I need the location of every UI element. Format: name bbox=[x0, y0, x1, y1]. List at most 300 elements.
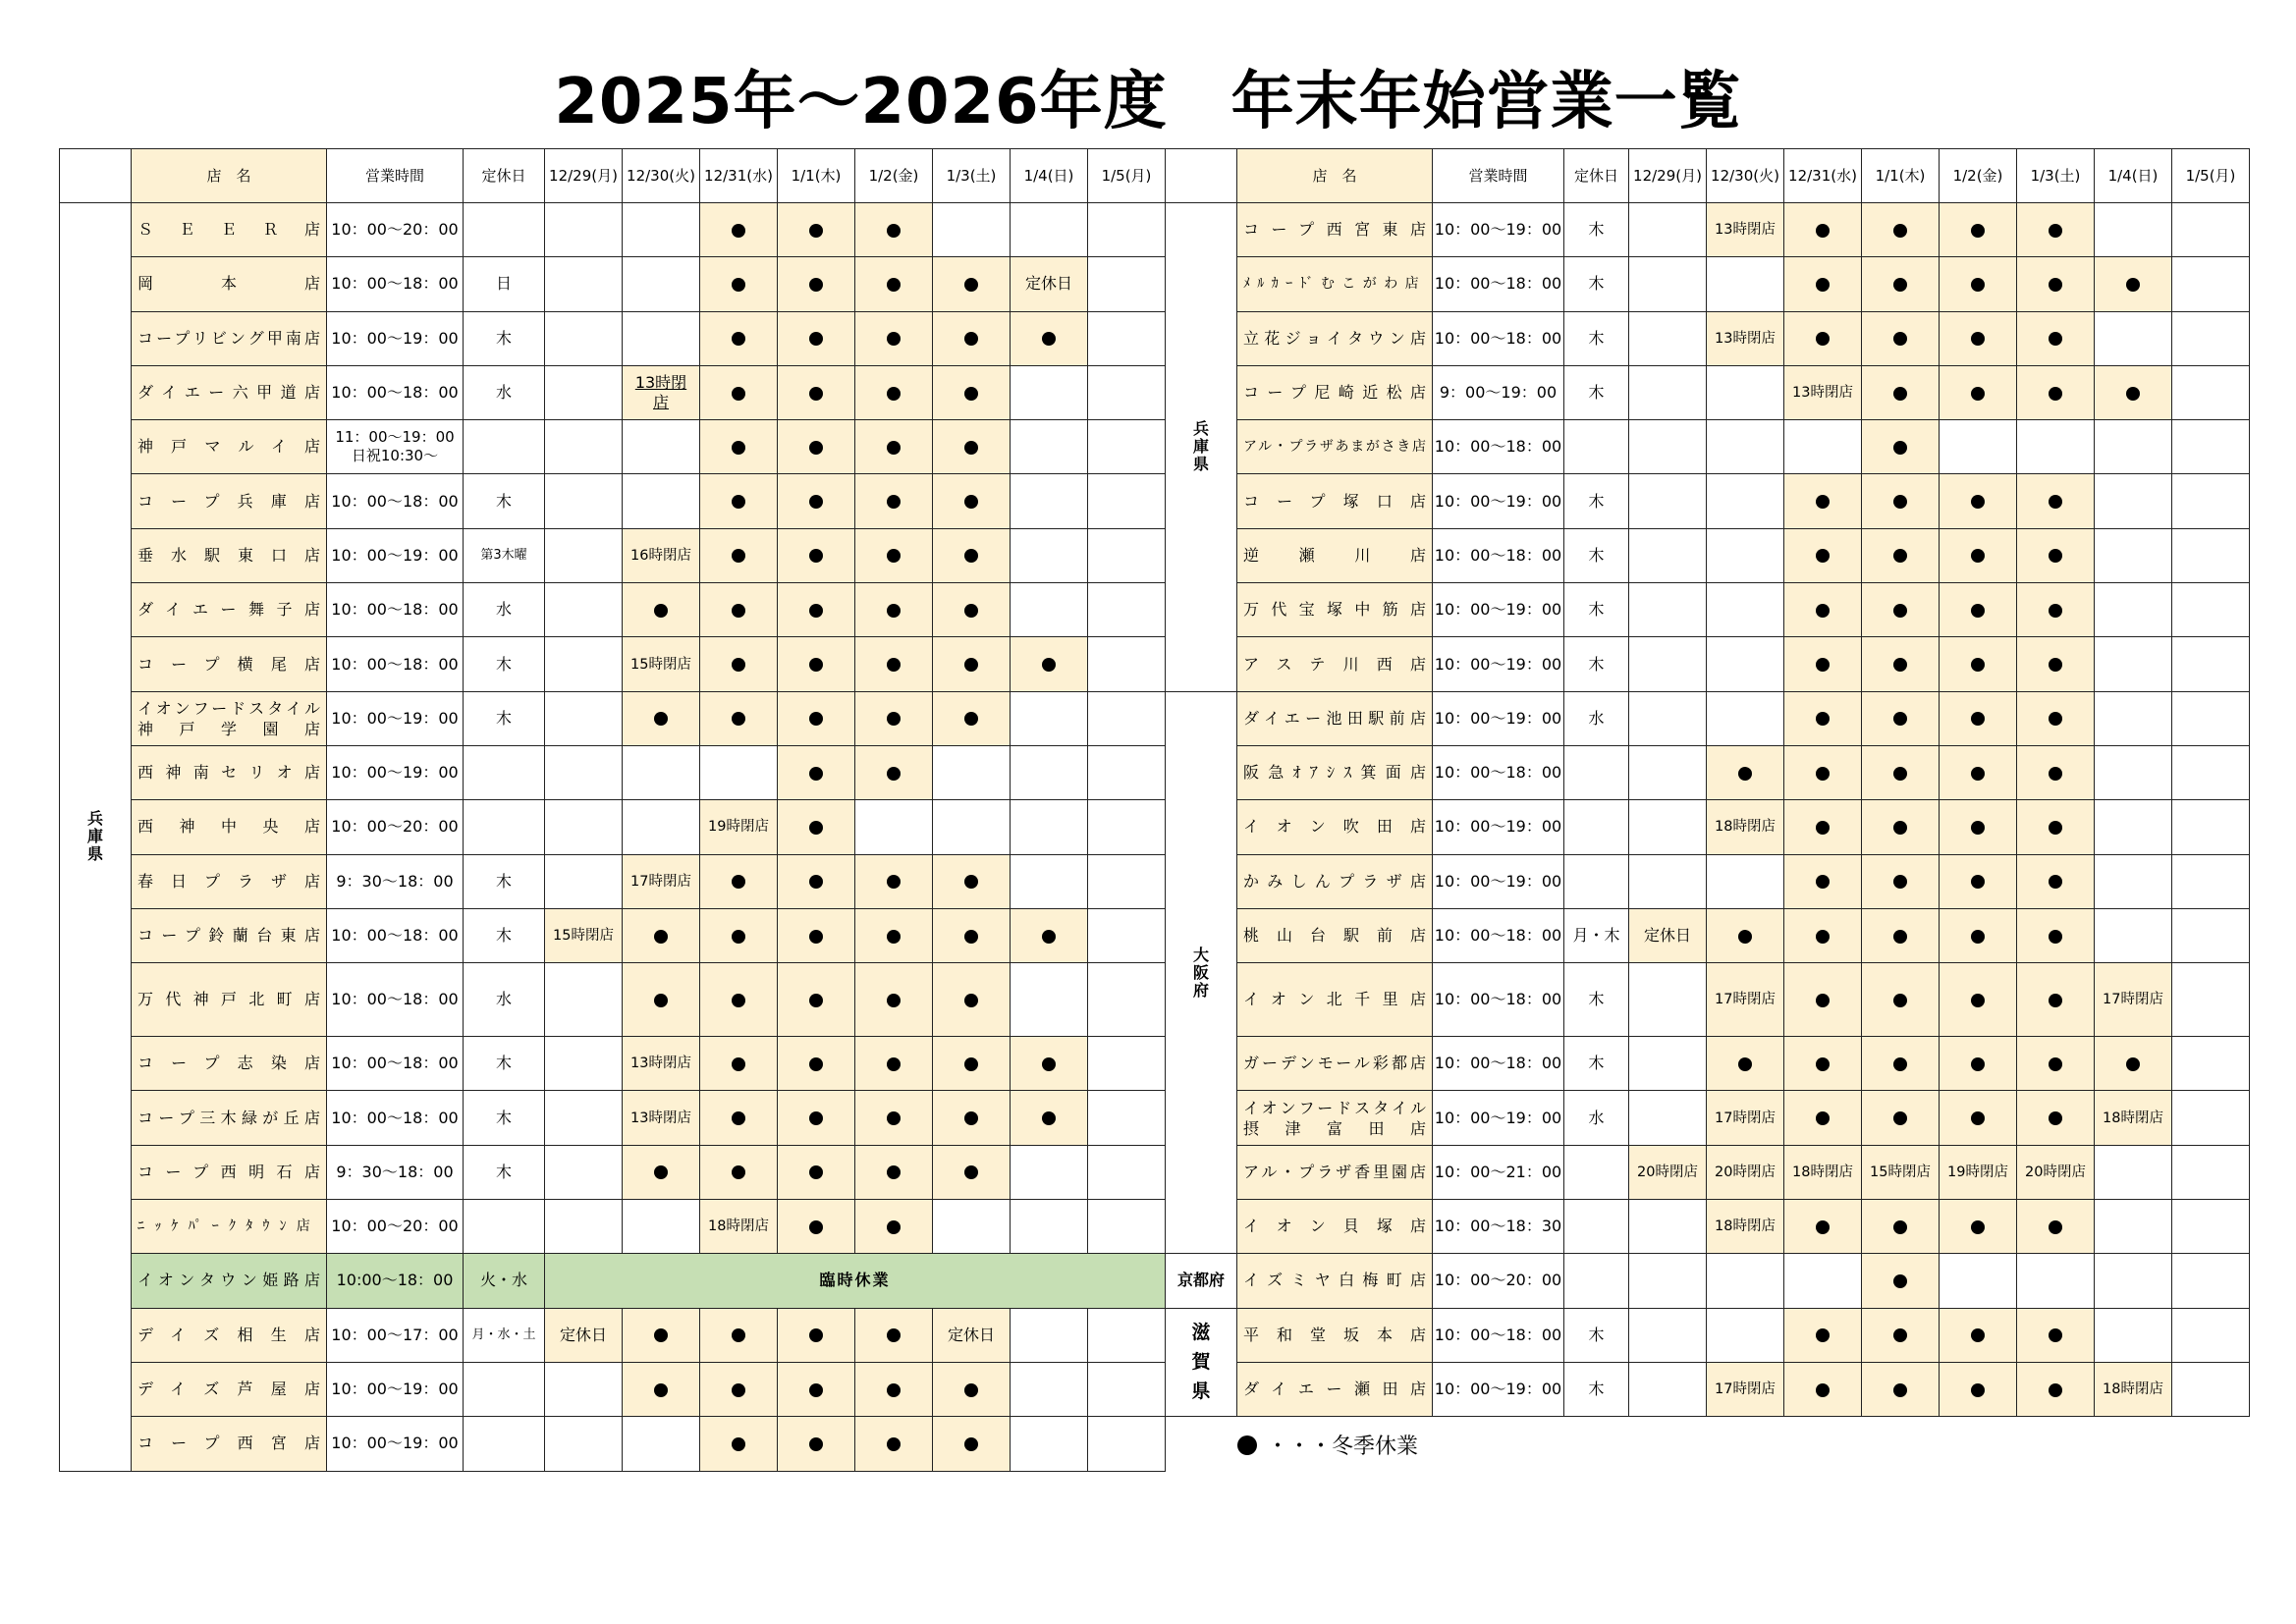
day-cell bbox=[1707, 474, 1784, 528]
holiday-dot bbox=[1862, 528, 1940, 582]
dot-icon bbox=[2049, 658, 2062, 672]
store-name: 西神中央店 bbox=[132, 800, 327, 854]
dot-icon bbox=[1816, 604, 1830, 618]
dot-icon bbox=[887, 658, 901, 672]
dot-icon bbox=[1971, 712, 1985, 726]
dot-icon bbox=[964, 994, 978, 1007]
holiday-dot bbox=[623, 1145, 700, 1199]
dot-icon bbox=[1816, 821, 1830, 835]
store-row bbox=[60, 800, 1166, 854]
holiday-dot bbox=[1940, 691, 2017, 745]
holiday-dot bbox=[933, 1417, 1011, 1471]
holiday-dot bbox=[855, 1200, 933, 1254]
store-name: コープ志染店 bbox=[132, 1037, 327, 1091]
holiday-dot bbox=[1940, 963, 2017, 1037]
store-row bbox=[1166, 908, 2250, 962]
day-cell bbox=[1011, 1145, 1088, 1199]
dot-icon bbox=[1816, 1383, 1830, 1397]
closed-day: 木 bbox=[1564, 1308, 1629, 1362]
dot-icon bbox=[732, 712, 745, 726]
holiday-dot bbox=[1862, 854, 1940, 908]
note-cell: 15時閉店 bbox=[623, 637, 700, 691]
legend-text: ・・・冬季休業 bbox=[1267, 1435, 1419, 1459]
dot-icon bbox=[1893, 821, 1907, 835]
dot-icon bbox=[654, 1383, 668, 1397]
dot-icon bbox=[809, 495, 823, 509]
dot-icon bbox=[809, 332, 823, 346]
closed-day bbox=[1564, 1200, 1629, 1254]
store-row bbox=[1166, 311, 2250, 365]
holiday-dot bbox=[1940, 1091, 2017, 1145]
store-hours: 10：00～20：00 bbox=[327, 203, 464, 257]
closed-day: 木 bbox=[1564, 365, 1629, 419]
dot-icon bbox=[1816, 549, 1830, 563]
day-cell bbox=[2017, 420, 2095, 474]
dot-icon bbox=[654, 604, 668, 618]
day-cell bbox=[1011, 691, 1088, 745]
store-name: コープ西宮店 bbox=[132, 1417, 327, 1471]
dot-icon bbox=[1816, 994, 1830, 1007]
store-name: デイズ芦屋店 bbox=[132, 1362, 327, 1416]
header-cell: 1/5(月) bbox=[2172, 149, 2250, 203]
dot-icon bbox=[654, 712, 668, 726]
page-title: 2025年～2026年度 年末年始営業一覧 bbox=[554, 66, 1742, 138]
holiday-dot bbox=[623, 583, 700, 637]
day-cell bbox=[1088, 420, 1166, 474]
day-cell bbox=[2172, 257, 2250, 311]
dot-icon bbox=[2049, 278, 2062, 292]
holiday-dot bbox=[933, 583, 1011, 637]
dot-icon bbox=[732, 278, 745, 292]
dot-icon bbox=[964, 604, 978, 618]
holiday-dot bbox=[1784, 637, 1862, 691]
day-cell bbox=[1629, 800, 1707, 854]
prefecture-label: 滋 賀 県 bbox=[1166, 1308, 1237, 1417]
closed-day: 木 bbox=[1564, 1037, 1629, 1091]
dot-icon bbox=[964, 387, 978, 401]
closed-day: 水 bbox=[464, 583, 545, 637]
dot-icon bbox=[2049, 604, 2062, 618]
store-name: ダイエー舞子店 bbox=[132, 583, 327, 637]
day-cell bbox=[1629, 637, 1707, 691]
dot-icon bbox=[1971, 549, 1985, 563]
holiday-dot bbox=[700, 854, 778, 908]
dot-icon bbox=[1816, 1220, 1830, 1234]
holiday-dot bbox=[1862, 908, 1940, 962]
day-cell bbox=[2172, 1308, 2250, 1362]
dot-icon bbox=[809, 441, 823, 455]
dot-icon bbox=[1893, 1111, 1907, 1125]
note-cell: 13時閉店 bbox=[623, 1037, 700, 1091]
day-cell bbox=[2172, 474, 2250, 528]
day-cell bbox=[2095, 1254, 2172, 1308]
store-row bbox=[1166, 1200, 2250, 1254]
store-name: 垂水駅東口店 bbox=[132, 528, 327, 582]
day-cell bbox=[1629, 1362, 1707, 1416]
header-pref-cell bbox=[60, 149, 132, 203]
store-name: ダイエー六甲道店 bbox=[132, 365, 327, 419]
dot-icon bbox=[1893, 930, 1907, 944]
dot-icon bbox=[887, 1437, 901, 1451]
header-cell: 1/2(金) bbox=[1940, 149, 2017, 203]
holiday-dot bbox=[700, 963, 778, 1037]
store-name: 春日プラザ店 bbox=[132, 854, 327, 908]
holiday-dot bbox=[1862, 203, 1940, 257]
day-cell bbox=[1088, 637, 1166, 691]
store-name: ダイエー池田駅前店 bbox=[1237, 691, 1433, 745]
day-cell bbox=[2172, 854, 2250, 908]
day-cell bbox=[1707, 420, 1784, 474]
dot-icon bbox=[732, 1437, 745, 1451]
holiday-dot bbox=[700, 1417, 778, 1471]
closed-day: 水 bbox=[464, 963, 545, 1037]
day-cell bbox=[2095, 583, 2172, 637]
store-row bbox=[60, 854, 1166, 908]
note-cell: 17時閉店 bbox=[623, 854, 700, 908]
store-row bbox=[60, 365, 1166, 419]
day-cell bbox=[1784, 1254, 1862, 1308]
day-cell bbox=[1088, 1091, 1166, 1145]
dot-icon bbox=[809, 658, 823, 672]
day-cell bbox=[1088, 311, 1166, 365]
day-cell bbox=[545, 854, 623, 908]
closed-day: 水 bbox=[464, 365, 545, 419]
day-cell bbox=[545, 1362, 623, 1416]
holiday-dot bbox=[855, 1091, 933, 1145]
holiday-dot bbox=[1862, 963, 1940, 1037]
day-cell bbox=[1629, 583, 1707, 637]
holiday-dot bbox=[855, 1308, 933, 1362]
store-name: コープ塚口店 bbox=[1237, 474, 1433, 528]
holiday-dot bbox=[1940, 1362, 2017, 1416]
note-cell: 18時閉店 bbox=[1707, 800, 1784, 854]
day-cell bbox=[2172, 1362, 2250, 1416]
holiday-dot bbox=[778, 1145, 855, 1199]
note-cell: 16時閉店 bbox=[623, 528, 700, 582]
dot-icon bbox=[732, 332, 745, 346]
closed-day bbox=[464, 800, 545, 854]
store-row bbox=[60, 963, 1166, 1037]
day-cell bbox=[2172, 1091, 2250, 1145]
closed-day: 木 bbox=[464, 474, 545, 528]
store-hours: 10：00～19：00 bbox=[1433, 854, 1564, 908]
right-schedule-table bbox=[1165, 148, 2250, 1417]
day-cell bbox=[1088, 257, 1166, 311]
holiday-dot bbox=[778, 908, 855, 962]
holiday-dot bbox=[933, 691, 1011, 745]
holiday-dot bbox=[1862, 745, 1940, 799]
closed-day bbox=[1564, 420, 1629, 474]
store-hours: 10：00～18：00 bbox=[327, 963, 464, 1037]
store-hours: 10：00～18：00 bbox=[327, 474, 464, 528]
day-cell bbox=[1011, 854, 1088, 908]
dot-icon bbox=[964, 549, 978, 563]
day-cell bbox=[2172, 420, 2250, 474]
dot-icon bbox=[732, 1328, 745, 1342]
store-name: 岡本店 bbox=[132, 257, 327, 311]
dot-icon bbox=[964, 930, 978, 944]
store-hours: 10：00～18：00 bbox=[1433, 1037, 1564, 1091]
dot-icon bbox=[1971, 821, 1985, 835]
dot-icon bbox=[2049, 930, 2062, 944]
holiday-dot bbox=[778, 637, 855, 691]
holiday-dot bbox=[855, 311, 933, 365]
store-name: コープ三木緑が丘店 bbox=[132, 1091, 327, 1145]
holiday-dot bbox=[2017, 474, 2095, 528]
holiday-dot bbox=[1862, 474, 1940, 528]
header-cell: 1/1(木) bbox=[778, 149, 855, 203]
dot-icon bbox=[1971, 278, 1985, 292]
day-cell bbox=[623, 420, 700, 474]
holiday-dot bbox=[1862, 583, 1940, 637]
note-cell: 13時閉店 bbox=[623, 1091, 700, 1145]
store-name: イオンフードスタイル 摂津富田店 bbox=[1237, 1091, 1433, 1145]
note-cell: 定休日 bbox=[1629, 908, 1707, 962]
store-name: 西神南セリオ店 bbox=[132, 745, 327, 799]
holiday-dot bbox=[778, 691, 855, 745]
holiday-dot bbox=[1862, 1254, 1940, 1308]
dot-icon bbox=[1971, 994, 1985, 1007]
holiday-dot bbox=[1011, 908, 1088, 962]
store-row bbox=[60, 1254, 1166, 1308]
store-name: イオンフードスタイル 神戸学園店 bbox=[132, 691, 327, 745]
left-schedule-table bbox=[59, 148, 1166, 1472]
dot-icon bbox=[1816, 1111, 1830, 1125]
day-cell bbox=[545, 800, 623, 854]
store-row bbox=[1166, 583, 2250, 637]
day-cell bbox=[2172, 311, 2250, 365]
holiday-dot bbox=[933, 528, 1011, 582]
store-row bbox=[1166, 528, 2250, 582]
closed-day bbox=[464, 1417, 545, 1471]
dot-icon bbox=[1971, 224, 1985, 238]
store-hours: 10：00～18：00 bbox=[327, 583, 464, 637]
store-name: コープ鈴蘭台東店 bbox=[132, 908, 327, 962]
day-cell bbox=[1088, 1145, 1166, 1199]
day-cell bbox=[1088, 1308, 1166, 1362]
store-row bbox=[1166, 1362, 2250, 1416]
day-cell bbox=[545, 637, 623, 691]
closed-day: 月・水・土 bbox=[464, 1308, 545, 1362]
dot-icon bbox=[887, 224, 901, 238]
day-cell bbox=[2095, 691, 2172, 745]
store-hours: 10：00～20：00 bbox=[327, 1200, 464, 1254]
holiday-dot bbox=[1784, 203, 1862, 257]
dot-icon bbox=[887, 278, 901, 292]
closed-day: 水 bbox=[1564, 1091, 1629, 1145]
dot-icon bbox=[1893, 604, 1907, 618]
store-name: 逆瀬川店 bbox=[1237, 528, 1433, 582]
holiday-dot bbox=[700, 1037, 778, 1091]
closed-day: 木 bbox=[464, 637, 545, 691]
day-cell bbox=[2095, 800, 2172, 854]
closed-day bbox=[1564, 854, 1629, 908]
holiday-dot bbox=[1707, 745, 1784, 799]
dot-icon bbox=[809, 224, 823, 238]
holiday-dot bbox=[1940, 854, 2017, 908]
holiday-dot bbox=[1011, 1037, 1088, 1091]
holiday-dot bbox=[1862, 365, 1940, 419]
dot-icon bbox=[2049, 1328, 2062, 1342]
store-hours: 10：00～17：00 bbox=[327, 1308, 464, 1362]
store-row bbox=[60, 908, 1166, 962]
dot-icon bbox=[964, 658, 978, 672]
legend-dot-icon bbox=[1237, 1435, 1257, 1455]
dot-icon bbox=[1816, 495, 1830, 509]
day-cell bbox=[1088, 583, 1166, 637]
store-hours: 10：00～19：00 bbox=[327, 1362, 464, 1416]
dot-icon bbox=[964, 278, 978, 292]
note-cell: 17時閉店 bbox=[2095, 963, 2172, 1037]
closed-day: 木 bbox=[1564, 257, 1629, 311]
day-cell bbox=[545, 1417, 623, 1471]
dot-icon bbox=[887, 604, 901, 618]
holiday-dot bbox=[700, 257, 778, 311]
header-cell: 12/29(月) bbox=[545, 149, 623, 203]
note-cell: 17時閉店 bbox=[1707, 963, 1784, 1037]
day-cell bbox=[623, 1417, 700, 1471]
holiday-dot bbox=[2095, 365, 2172, 419]
store-name: ダイエー瀬田店 bbox=[1237, 1362, 1433, 1416]
holiday-dot bbox=[1940, 745, 2017, 799]
holiday-dot bbox=[1940, 365, 2017, 419]
store-row bbox=[1166, 257, 2250, 311]
dot-icon bbox=[1971, 1328, 1985, 1342]
dot-icon bbox=[809, 387, 823, 401]
holiday-dot bbox=[2017, 691, 2095, 745]
holiday-dot bbox=[700, 420, 778, 474]
note-cell: 19時閉店 bbox=[700, 800, 778, 854]
dot-icon bbox=[2049, 994, 2062, 1007]
dot-icon bbox=[887, 495, 901, 509]
day-cell bbox=[1011, 528, 1088, 582]
store-name: コープ尼崎近松店 bbox=[1237, 365, 1433, 419]
day-cell bbox=[545, 257, 623, 311]
dot-icon bbox=[1893, 441, 1907, 455]
day-cell bbox=[1088, 203, 1166, 257]
closed-day: 木 bbox=[1564, 637, 1629, 691]
day-cell bbox=[545, 528, 623, 582]
day-cell bbox=[2095, 854, 2172, 908]
holiday-dot bbox=[2095, 257, 2172, 311]
holiday-dot bbox=[1784, 1308, 1862, 1362]
store-name: ＳＥＥＲ店 bbox=[132, 203, 327, 257]
holiday-dot bbox=[2017, 854, 2095, 908]
holiday-dot bbox=[1011, 1091, 1088, 1145]
day-cell bbox=[2095, 908, 2172, 962]
day-cell bbox=[2172, 745, 2250, 799]
holiday-dot bbox=[778, 1091, 855, 1145]
holiday-dot bbox=[855, 908, 933, 962]
dot-icon bbox=[964, 1437, 978, 1451]
store-hours: 10：00～19：00 bbox=[1433, 637, 1564, 691]
day-cell bbox=[545, 474, 623, 528]
dot-icon bbox=[887, 1328, 901, 1342]
store-hours: 10：00～18：00 bbox=[327, 365, 464, 419]
holiday-dot bbox=[1784, 854, 1862, 908]
dot-icon bbox=[1893, 549, 1907, 563]
header-cell: 店 名 bbox=[132, 149, 327, 203]
dot-icon bbox=[1816, 712, 1830, 726]
holiday-dot bbox=[1784, 1037, 1862, 1091]
day-cell bbox=[545, 1091, 623, 1145]
dot-icon bbox=[732, 549, 745, 563]
store-hours: 10：00～19：00 bbox=[327, 745, 464, 799]
store-row bbox=[60, 420, 1166, 474]
holiday-dot bbox=[2017, 637, 2095, 691]
holiday-dot bbox=[700, 311, 778, 365]
store-hours: 10：00～18：00 bbox=[1433, 745, 1564, 799]
day-cell bbox=[1707, 365, 1784, 419]
dot-icon bbox=[2049, 1220, 2062, 1234]
day-cell bbox=[2172, 963, 2250, 1037]
dot-icon bbox=[964, 1111, 978, 1125]
note-cell: 定休日 bbox=[1011, 257, 1088, 311]
day-cell bbox=[623, 203, 700, 257]
holiday-dot bbox=[2017, 1200, 2095, 1254]
dot-icon bbox=[1893, 712, 1907, 726]
store-row bbox=[60, 745, 1166, 799]
day-cell bbox=[1011, 474, 1088, 528]
holiday-dot bbox=[1784, 257, 1862, 311]
closed-day bbox=[464, 420, 545, 474]
note-cell: 定休日 bbox=[933, 1308, 1011, 1362]
day-cell bbox=[1629, 311, 1707, 365]
dot-icon bbox=[1816, 658, 1830, 672]
dot-icon bbox=[1971, 658, 1985, 672]
closed-day: 木 bbox=[464, 908, 545, 962]
dot-icon bbox=[1893, 1220, 1907, 1234]
day-cell bbox=[1629, 203, 1707, 257]
note-cell: 20時閉店 bbox=[1629, 1145, 1707, 1199]
note-cell: 18時閉店 bbox=[700, 1200, 778, 1254]
day-cell bbox=[2095, 528, 2172, 582]
dot-icon bbox=[1893, 495, 1907, 509]
store-name: 万代神戸北町店 bbox=[132, 963, 327, 1037]
prefecture-label: 京都府 bbox=[1166, 1254, 1237, 1308]
holiday-dot bbox=[1940, 1308, 2017, 1362]
day-cell bbox=[700, 745, 778, 799]
holiday-dot bbox=[855, 528, 933, 582]
holiday-dot bbox=[1862, 691, 1940, 745]
closed-day bbox=[464, 203, 545, 257]
holiday-dot bbox=[1862, 257, 1940, 311]
store-name: コープ横尾店 bbox=[132, 637, 327, 691]
holiday-dot bbox=[778, 528, 855, 582]
day-cell bbox=[2172, 1254, 2250, 1308]
day-cell bbox=[1629, 1254, 1707, 1308]
day-cell bbox=[1088, 1037, 1166, 1091]
day-cell bbox=[2172, 691, 2250, 745]
dot-icon bbox=[1816, 875, 1830, 889]
dot-icon bbox=[1816, 1057, 1830, 1071]
header-cell: 12/29(月) bbox=[1629, 149, 1707, 203]
store-row bbox=[1166, 474, 2250, 528]
day-cell bbox=[2095, 203, 2172, 257]
closed-day bbox=[464, 745, 545, 799]
day-cell bbox=[933, 800, 1011, 854]
holiday-dot bbox=[2017, 365, 2095, 419]
day-cell bbox=[2172, 1200, 2250, 1254]
note-cell: 20時閉店 bbox=[2017, 1145, 2095, 1199]
holiday-dot bbox=[2017, 908, 2095, 962]
dot-icon bbox=[1816, 332, 1830, 346]
dot-icon bbox=[887, 1111, 901, 1125]
store-name: イオンタウン姫路店 bbox=[132, 1254, 327, 1308]
store-row bbox=[60, 257, 1166, 311]
closed-day: 木 bbox=[1564, 1362, 1629, 1416]
store-hours: 10：00～18：00 bbox=[327, 637, 464, 691]
